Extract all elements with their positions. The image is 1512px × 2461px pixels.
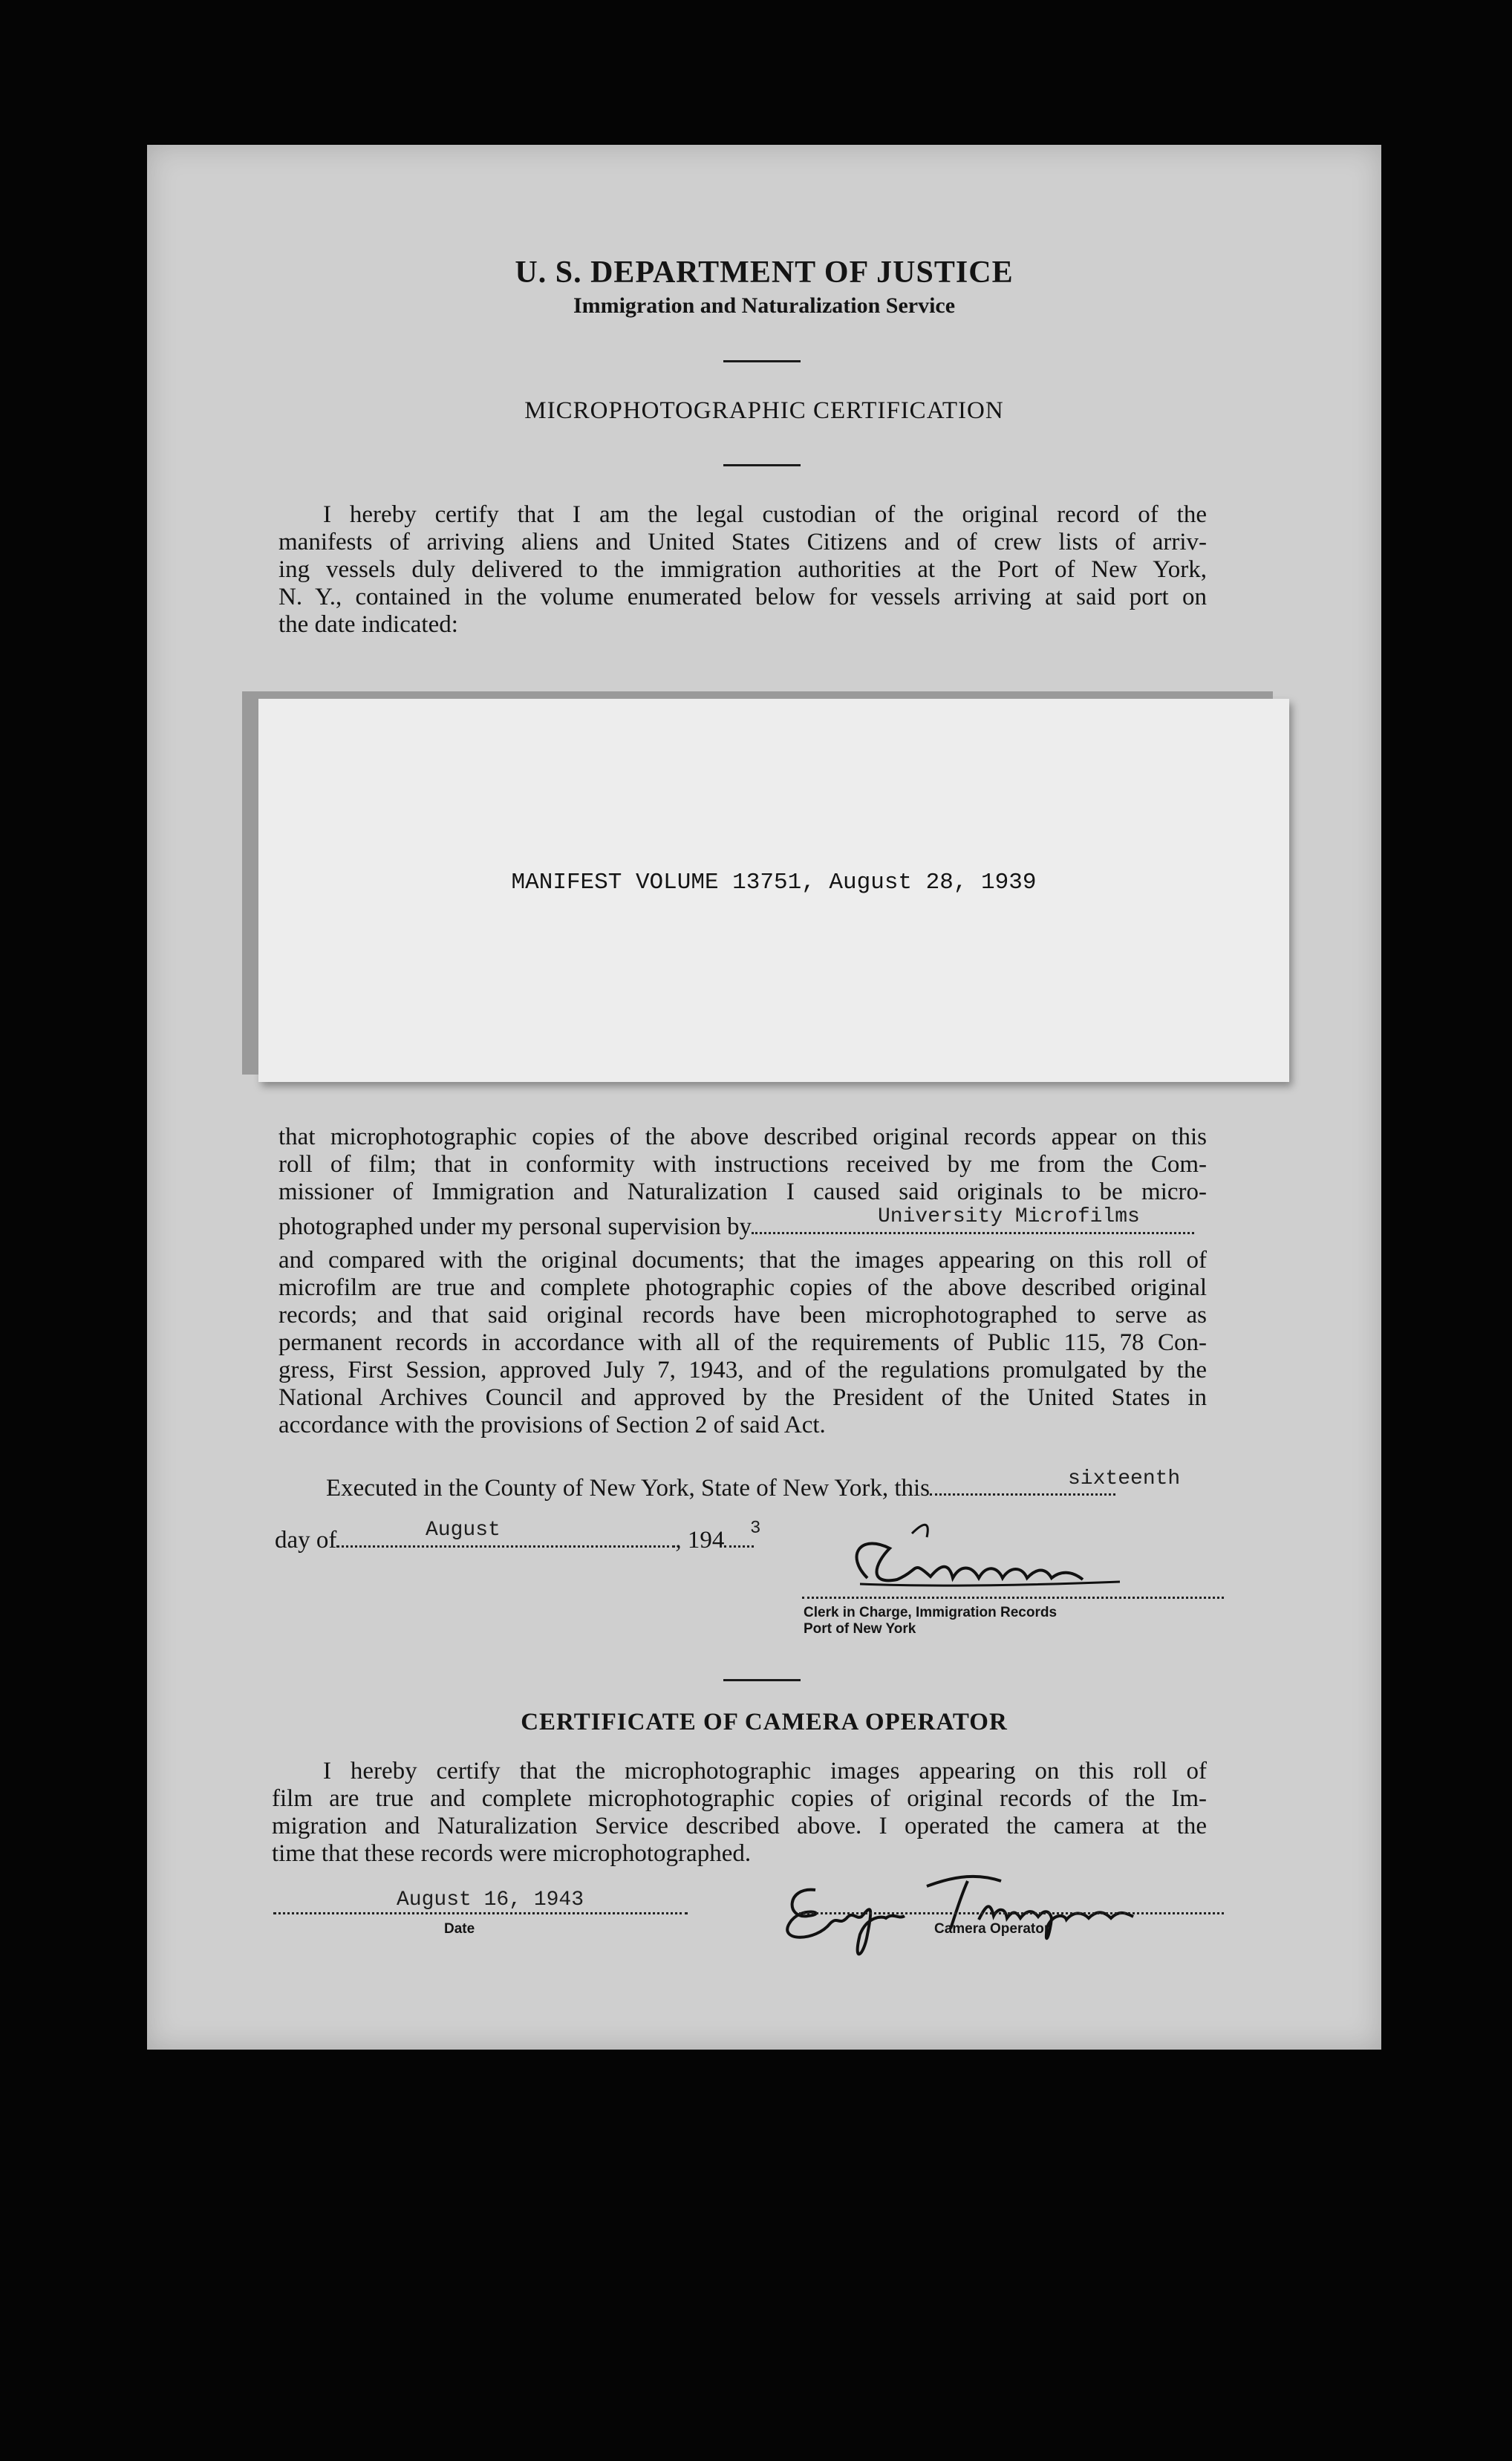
department-title: U. S. DEPARTMENT OF JUSTICE [515, 255, 1014, 290]
year-digit: 3 [750, 1519, 761, 1539]
operator-signature [756, 1845, 1202, 1972]
month-dotted-line [336, 1526, 675, 1548]
body-line: missioner of Immigration and Naturalization I caused said originals to be micro- [278, 1179, 1207, 1205]
month-value: August [426, 1519, 501, 1542]
camera-line: film are true and complete microphotographic copies of original records of the Im- [272, 1785, 1207, 1812]
clerk-port-line: Port of New York [804, 1621, 916, 1637]
intro-line: N. Y., contained in the volume enumerated below for vessels arriving at said port on [278, 584, 1207, 610]
camera-line: I hereby certify that the microphotographic images appearing on this roll of [323, 1758, 1207, 1784]
body-line: roll of film; that in conformity with instructions received by me from the Com- [278, 1151, 1207, 1178]
header-divider [723, 360, 801, 362]
camera-line: migration and Naturalization Service described above. I operated the camera at the [272, 1813, 1207, 1839]
day-value: sixteenth [1068, 1467, 1181, 1490]
operator-signature-line [799, 1912, 1224, 1914]
year-prefix: , 194 [675, 1527, 725, 1554]
body-line: accordance with the provisions of Section 2 of said Act. [278, 1412, 826, 1438]
day-of-line [275, 1526, 754, 1554]
certification-title: MICROPHOTOGRAPHIC CERTIFICATION [524, 397, 1004, 424]
date-label: Date [444, 1921, 475, 1937]
intro-line: ing vessels duly delivered to the immigration authorities at the Port of New York, [278, 556, 1207, 583]
camera-certificate-title: CERTIFICATE OF CAMERA OPERATOR [521, 1709, 1008, 1735]
body-line: National Archives Council and approved by the President of the United States in [278, 1384, 1207, 1411]
intro-line: I hereby certify that I am the legal custodian of the original record of the [323, 501, 1207, 528]
clerk-signature-line [802, 1597, 1224, 1599]
camera-line: time that these records were microphotographed. [272, 1840, 752, 1867]
body-line: records; and that said original records have been microphotographed to serve as [278, 1302, 1207, 1329]
clerk-signature [801, 1519, 1187, 1608]
manifest-volume-text: MANIFEST VOLUME 13751, August 28, 1939 [511, 870, 1037, 896]
date-dotted-line [273, 1912, 688, 1914]
executed-prefix: Executed in the County of New York, State of New York, this [326, 1475, 931, 1502]
day-of-label: day of [275, 1527, 337, 1554]
operator-date-value: August 16, 1943 [397, 1888, 584, 1911]
body-line: that microphotographic copies of the above described original records appear on this [278, 1124, 1207, 1150]
executed-line [326, 1474, 1115, 1502]
manifest-slip [258, 699, 1289, 1082]
title-divider [723, 464, 801, 466]
service-subtitle: Immigration and Naturalization Service [573, 293, 956, 318]
body-line: and compared with the original documents; that the images appearing on this roll of [278, 1247, 1207, 1274]
intro-line: manifests of arriving aliens and United States Citizens and of crew lists of arriv- [278, 529, 1207, 555]
body-line: permanent records in accordance with all of the requirements of Public 115, 78 Con- [278, 1329, 1207, 1356]
camera-operator-label: Camera Operator [934, 1921, 1050, 1937]
body-line: microfilm are true and complete photographic copies of the above described original [278, 1274, 1207, 1301]
intro-line: the date indicated: [278, 611, 458, 638]
clerk-title-line: Clerk in Charge, Immigration Records [804, 1605, 1058, 1620]
supervision-prefix: photographed under my personal supervision by [278, 1213, 752, 1240]
body-line: gress, First Session, approved July 7, 1943, and of the regulations promulgated by the [278, 1357, 1207, 1383]
supervisor-name: University Microfilms [878, 1205, 1140, 1228]
certificate-page [147, 145, 1381, 2050]
section-divider [723, 1679, 801, 1681]
clerk-title [804, 1605, 1057, 1637]
